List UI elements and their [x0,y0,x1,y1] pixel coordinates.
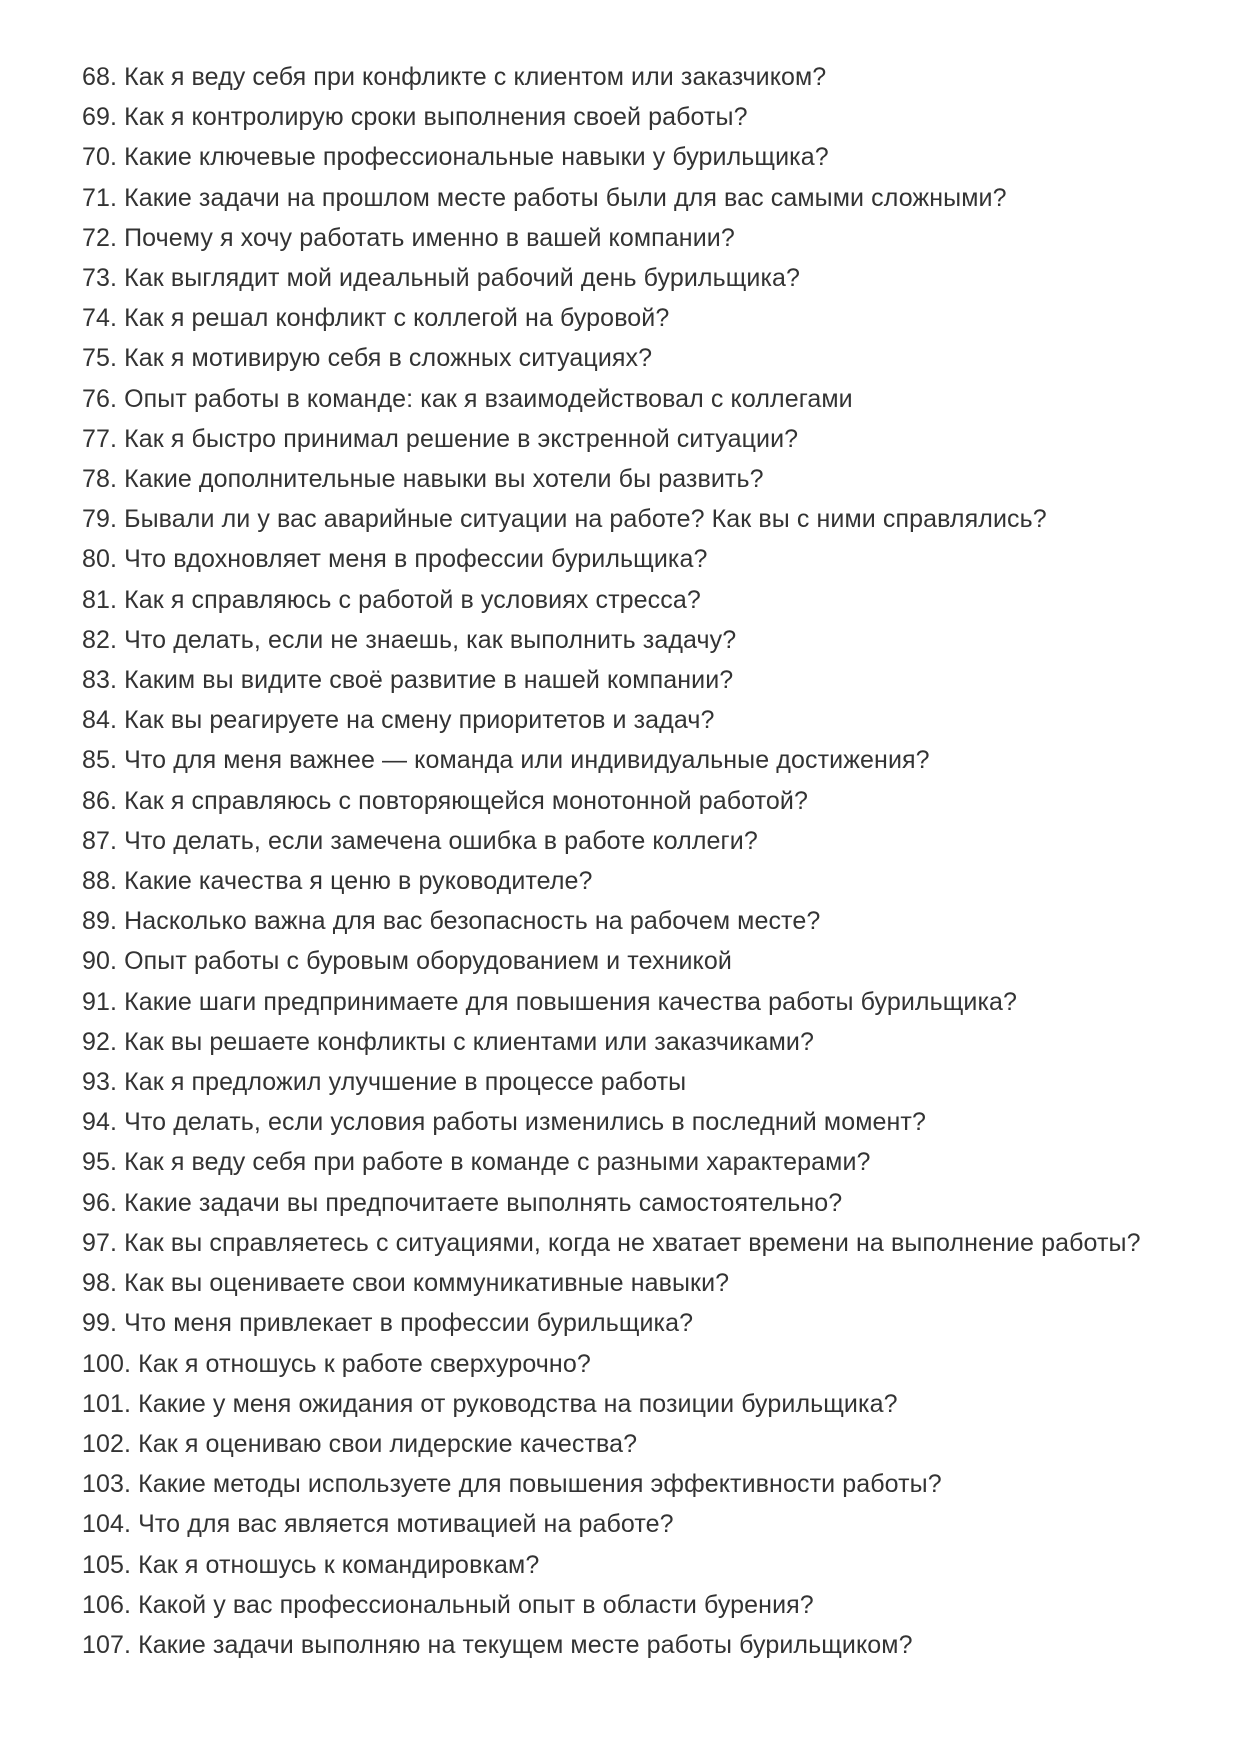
question-item [82,982,1209,1022]
question-number: 84. [82,706,118,735]
question-item [82,580,1209,620]
question-item [82,539,1209,579]
question-text: Что для вас является мотивацией на работе? [138,1510,674,1539]
question-number: 86. [82,786,118,815]
question-text: Как я предложил улучшение в процессе работы [124,1068,687,1097]
question-number: 76. [82,384,118,413]
question-text: Что меня привлекает в профессии бурильщика? [124,1309,694,1338]
question-number: 72. [82,223,118,252]
question-text: Что делать, если условия работы изменились в последний момент? [124,1108,926,1137]
question-text: Бывали ли у вас аварийные ситуации на работе? Как вы с ними справлялись? [124,505,1047,534]
question-text: Как я контролирую сроки выполнения своей работы? [124,103,748,132]
question-item [82,1464,1209,1504]
question-number: 69. [82,103,118,132]
question-item [82,1263,1209,1303]
question-text: Как я оцениваю свои лидерские качества? [138,1429,638,1458]
question-number: 75. [82,344,118,373]
question-text: Что делать, если замечена ошибка в работе коллеги? [124,826,758,855]
question-number: 106. [82,1590,132,1619]
question-text: Как я отношусь к работе сверхурочно? [138,1349,591,1378]
question-text: Какой у вас профессиональный опыт в области бурения? [138,1590,814,1619]
question-number: 71. [82,183,118,212]
question-text: Опыт работы в команде: как я взаимодействовал с коллегами [124,384,853,413]
question-item [82,740,1209,780]
question-number: 68. [82,63,118,91]
question-number: 87. [82,826,118,855]
question-number: 78. [82,465,118,494]
question-item [82,821,1209,861]
question-item [82,1424,1209,1464]
question-item [82,1504,1209,1544]
question-item [82,178,1209,218]
question-text: Какие шаги предпринимаете для повышения качества работы бурильщика? [124,987,1018,1016]
question-item [82,1062,1209,1102]
question-text: Как я веду себя при конфликте с клиентом или заказчиком? [124,63,827,91]
question-number: 93. [82,1068,118,1097]
question-item [82,1303,1209,1343]
question-text: Какие задачи выполняю на текущем месте работы бурильщиком? [138,1630,913,1659]
question-item [82,459,1209,499]
question-item [82,379,1209,419]
question-number: 80. [82,545,118,574]
question-number: 94. [82,1108,118,1137]
question-text: Какие задачи вы предпочитаете выполнять самостоятельно? [124,1188,843,1217]
question-item [82,499,1209,539]
question-number: 90. [82,947,118,976]
question-text: Какие задачи на прошлом месте работы были для вас самыми сложными? [124,183,1007,212]
question-item [82,1142,1209,1182]
question-item [82,97,1209,137]
question-number: 91. [82,987,118,1016]
question-number: 73. [82,264,118,293]
question-item [82,258,1209,298]
question-number: 81. [82,585,118,614]
question-number: 88. [82,867,118,896]
question-number: 85. [82,746,118,775]
question-item [82,338,1209,378]
question-text: Каким вы видите своё развитие в нашей компании? [124,666,734,695]
question-text: Какие ключевые профессиональные навыки у бурильщика? [124,143,829,172]
question-item [82,1384,1209,1424]
question-number: 77. [82,424,118,453]
question-item [82,781,1209,821]
question-item [82,1585,1209,1625]
question-number: 92. [82,1027,118,1056]
question-number: 100. [82,1349,132,1378]
question-number: 107. [82,1630,132,1659]
question-number: 74. [82,304,118,333]
question-text: Почему я хочу работать именно в вашей компании? [124,223,735,252]
question-number: 95. [82,1148,118,1177]
question-number: 97. [82,1228,118,1257]
question-list [82,57,1209,1665]
question-text: Как я справляюсь с работой в условиях стресса? [124,585,701,614]
question-item [82,901,1209,941]
question-number: 104. [82,1510,132,1539]
question-item [82,1022,1209,1062]
question-item [82,660,1209,700]
question-item [82,298,1209,338]
question-text: Какие дополнительные навыки вы хотели бы развить? [124,465,764,494]
question-item [82,218,1209,258]
question-item [82,1344,1209,1384]
question-number: 79. [82,505,118,534]
question-number: 103. [82,1470,132,1499]
question-number: 70. [82,143,118,172]
question-number: 98. [82,1269,118,1298]
question-number: 89. [82,907,118,936]
question-text: Как я решал конфликт с коллегой на буровой? [124,304,670,333]
question-item [82,941,1209,981]
question-item [82,1223,1209,1263]
question-number: 83. [82,666,118,695]
question-text: Как вы реагируете на смену приоритетов и задач? [124,706,715,735]
question-text: Какие у меня ожидания от руководства на позиции бурильщика? [138,1389,898,1418]
question-item [82,1102,1209,1142]
question-item [82,1545,1209,1585]
question-text: Что делать, если не знаешь, как выполнить задачу? [124,625,737,654]
question-item [82,1183,1209,1223]
question-text: Что для меня важнее — команда или индивидуальные достижения? [124,746,930,775]
question-text: Как я веду себя при работе в команде с разными характерами? [124,1148,871,1177]
question-item [82,137,1209,177]
question-text: Какие методы используете для повышения эффективности работы? [138,1470,942,1499]
question-item [82,419,1209,459]
question-text: Как я отношусь к командировкам? [138,1550,540,1579]
question-text: Опыт работы с буровым оборудованием и техникой [124,947,732,976]
question-item [82,700,1209,740]
question-number: 99. [82,1309,118,1338]
question-text: Какие качества я ценю в руководителе? [124,867,593,896]
question-item [82,57,1209,97]
question-text: Как вы оцениваете свои коммуникативные навыки? [124,1269,730,1298]
question-text: Как я справляюсь с повторяющейся монотонной работой? [124,786,808,815]
question-text: Как выглядит мой идеальный рабочий день бурильщика? [124,264,801,293]
question-text: Как вы решаете конфликты с клиентами или заказчиками? [124,1027,815,1056]
question-number: 102. [82,1429,132,1458]
question-number: 82. [82,625,118,654]
question-text: Что вдохновляет меня в профессии бурильщика? [124,545,708,574]
question-item [82,861,1209,901]
question-text: Насколько важна для вас безопасность на рабочем месте? [124,907,821,936]
question-item [82,620,1209,660]
question-text: Как вы справляетесь с ситуациями, когда не хватает времени на выполнение работы? [124,1228,1141,1257]
question-number: 105. [82,1550,132,1579]
question-text: Как я мотивирую себя в сложных ситуациях? [124,344,653,373]
question-number: 96. [82,1188,118,1217]
question-text: Как я быстро принимал решение в экстренной ситуации? [124,424,799,453]
question-item [82,1625,1209,1665]
question-number: 101. [82,1389,132,1418]
